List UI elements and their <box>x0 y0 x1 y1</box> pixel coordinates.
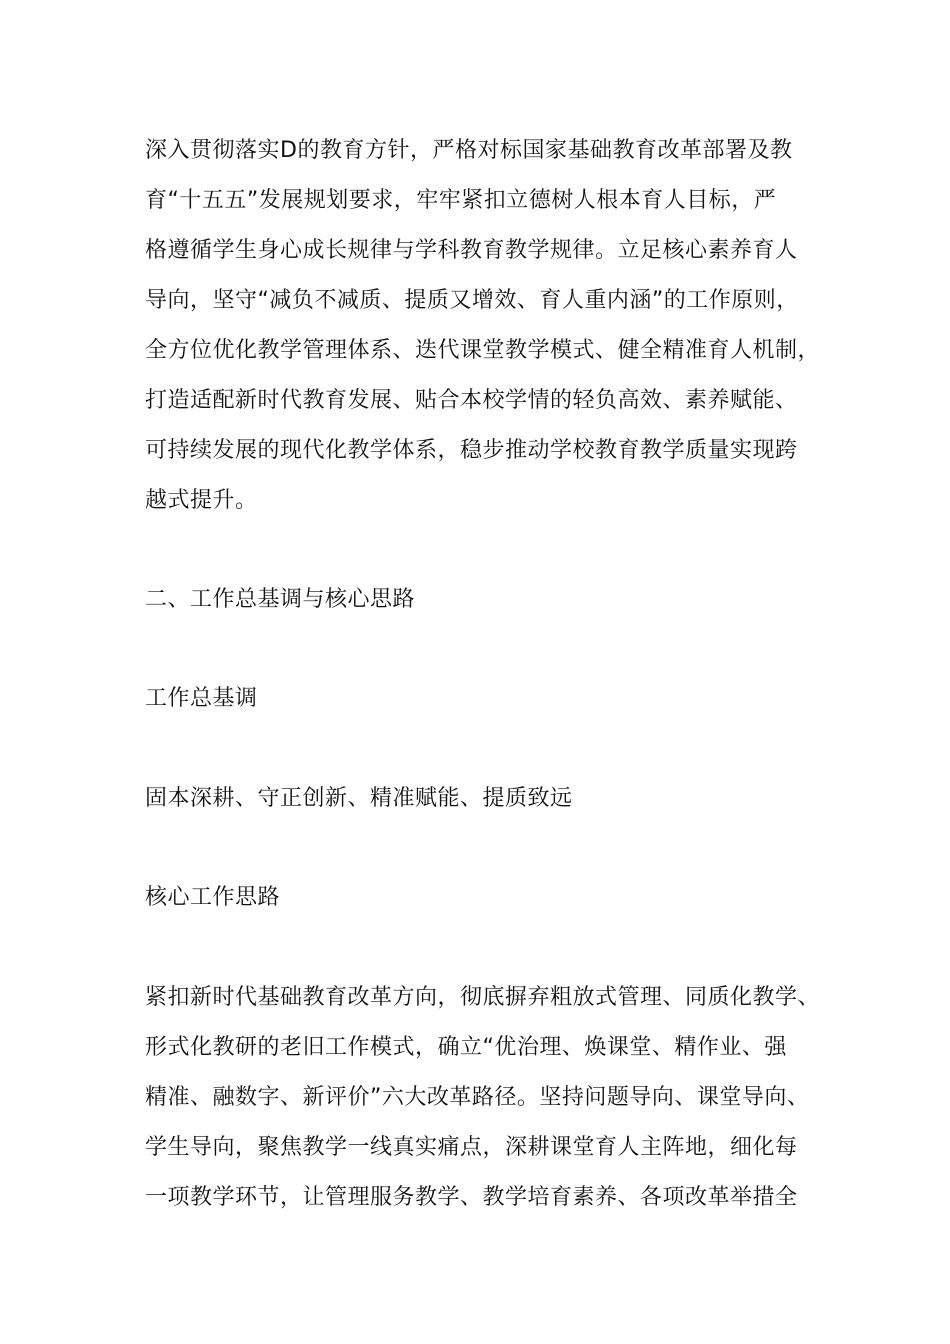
subheading-work-keynote: 工作总基调 <box>145 686 258 711</box>
paragraph-1-line-2: 育“十五五”发展规划要求，牢牢紧扣立德树人根本育人目标，严 <box>145 188 777 213</box>
paragraph-1-line-3: 格遵循学生身心成长规律与学科教育教学规律。立足核心素养育人 <box>145 238 798 263</box>
paragraph-2-line-3: 精准、融数字、新评价”六大改革路径。坚持问题导向、课堂导向、 <box>145 1085 810 1110</box>
paragraph-2-line-1: 紧扣新时代基础教育改革方向，彻底摒弃粗放式管理、同质化教学、 <box>145 985 821 1010</box>
paragraph-2-line-2: 形式化教研的老旧工作模式，确立“优治理、焕课堂、精作业、强 <box>145 1035 787 1060</box>
paragraph-1-line-5: 全方位优化教学管理体系、迭代课堂教学模式、健全精准育人机制， <box>145 338 821 363</box>
paragraph-1-line-4: 导向，坚守“减负不减质、提质又增效、育人重内涵”的工作原则， <box>145 288 799 313</box>
paragraph-1-line-6: 打造适配新时代教育发展、贴合本校学情的轻负高效、素养赋能、 <box>145 388 798 413</box>
keynote-text: 固本深耕、守正创新、精准赋能、提质致远 <box>145 786 573 811</box>
paragraph-1-line-8: 越式提升。 <box>145 488 258 513</box>
section-heading: 二、工作总基调与核心思路 <box>145 587 416 612</box>
paragraph-2-line-5: 一项教学环节，让管理服务教学、教学培育素养、各项改革举措全 <box>145 1185 798 1210</box>
paragraph-1-line-1: 深入贯彻落实D的教育方针，严格对标国家基础教育改革部署及教 <box>145 138 793 163</box>
paragraph-1-line-7: 可持续发展的现代化教学体系，稳步推动学校教育教学质量实现跨 <box>145 438 798 463</box>
paragraph-2-line-4: 学生导向，聚焦教学一线真实痛点，深耕课堂育人主阵地，细化每 <box>145 1135 798 1160</box>
subheading-core-ideas: 核心工作思路 <box>145 885 281 910</box>
